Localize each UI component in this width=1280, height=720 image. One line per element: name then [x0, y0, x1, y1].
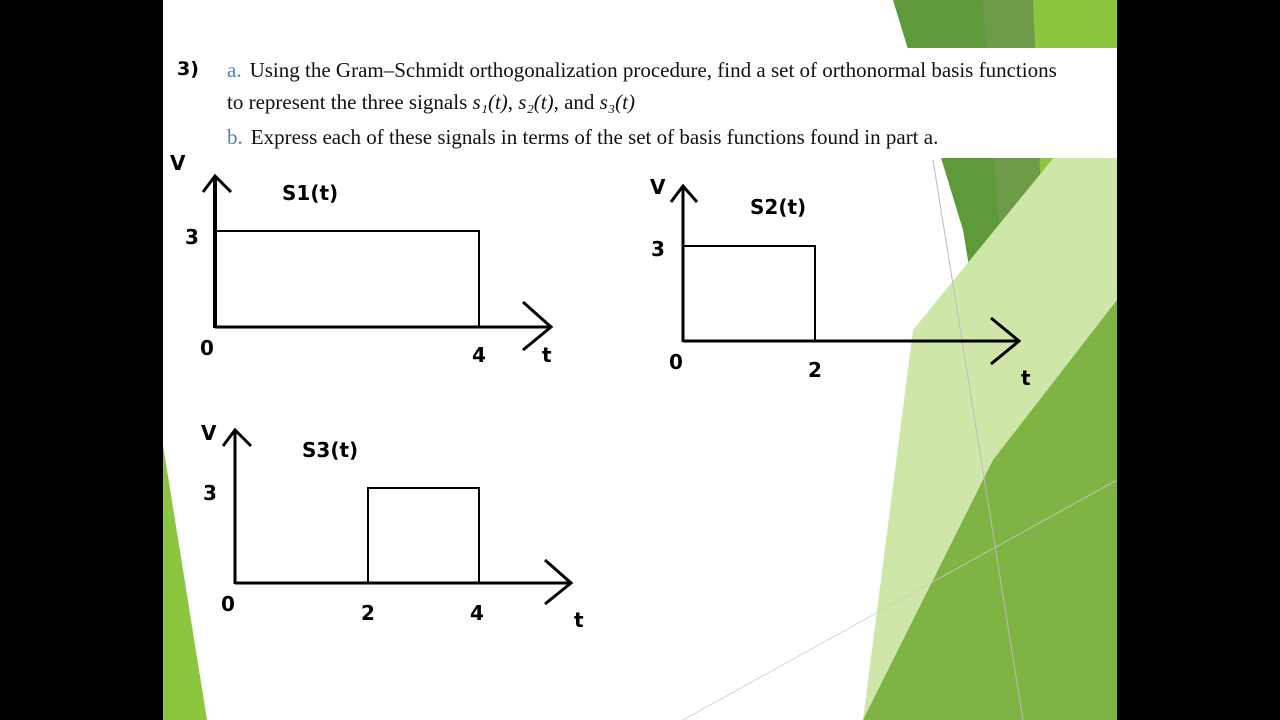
separator-2: , and — [553, 90, 600, 114]
s2-amplitude-label: 3 — [651, 237, 665, 261]
s1-end-tick-label: 4 — [472, 343, 486, 367]
s3-origin-label: 0 — [221, 592, 235, 616]
diagram-s1 — [170, 151, 552, 367]
s3-pulse — [368, 488, 479, 583]
s2-pulse — [683, 246, 815, 341]
signal-diagrams — [163, 0, 1117, 720]
s3-end-tick-label: 4 — [470, 601, 484, 625]
part-b-text: Express each of these signals in terms of the set of basis functions found in part a. — [250, 125, 939, 149]
diagram-s3 — [201, 421, 584, 632]
s3-y-arrowhead — [223, 430, 251, 446]
s2-end-tick-label: 2 — [808, 358, 822, 382]
part-b-letter: b. — [227, 125, 243, 149]
s1-title: S1(t) — [282, 181, 339, 205]
signal-s3-symbol: s₃(t) — [599, 90, 635, 114]
s1-pulse — [215, 231, 479, 327]
s1-origin-label: 0 — [200, 336, 214, 360]
problem-number: 3) — [177, 58, 199, 80]
s3-y-axis-label: V — [201, 421, 217, 445]
separator-1: , — [507, 90, 519, 114]
slide — [163, 0, 1117, 720]
s3-start-tick-label: 2 — [361, 601, 375, 625]
s3-x-axis-label: t — [574, 608, 584, 632]
s1-x-axis-label: t — [542, 343, 552, 367]
part-a-letter: a. — [227, 58, 242, 82]
s3-title: S3(t) — [302, 438, 359, 462]
s2-y-axis-label: V — [650, 175, 666, 199]
signal-s1-symbol: s₁(t) — [472, 90, 508, 114]
signal-s2-symbol: s₂(t) — [518, 90, 554, 114]
diagram-s2 — [650, 175, 1031, 390]
s3-amplitude-label: 3 — [203, 481, 217, 505]
s2-x-axis-label: t — [1021, 366, 1031, 390]
part-a-line2-prefix: to represent the three signals — [227, 90, 468, 114]
s2-title: S2(t) — [750, 195, 807, 219]
s1-y-axis-label: V — [170, 151, 186, 175]
part-a-line1: Using the Gram–Schmidt orthogonalization procedure, find a set of orthonormal basis functions — [249, 58, 1057, 82]
s2-origin-label: 0 — [669, 350, 683, 374]
s1-amplitude-label: 3 — [185, 225, 199, 249]
